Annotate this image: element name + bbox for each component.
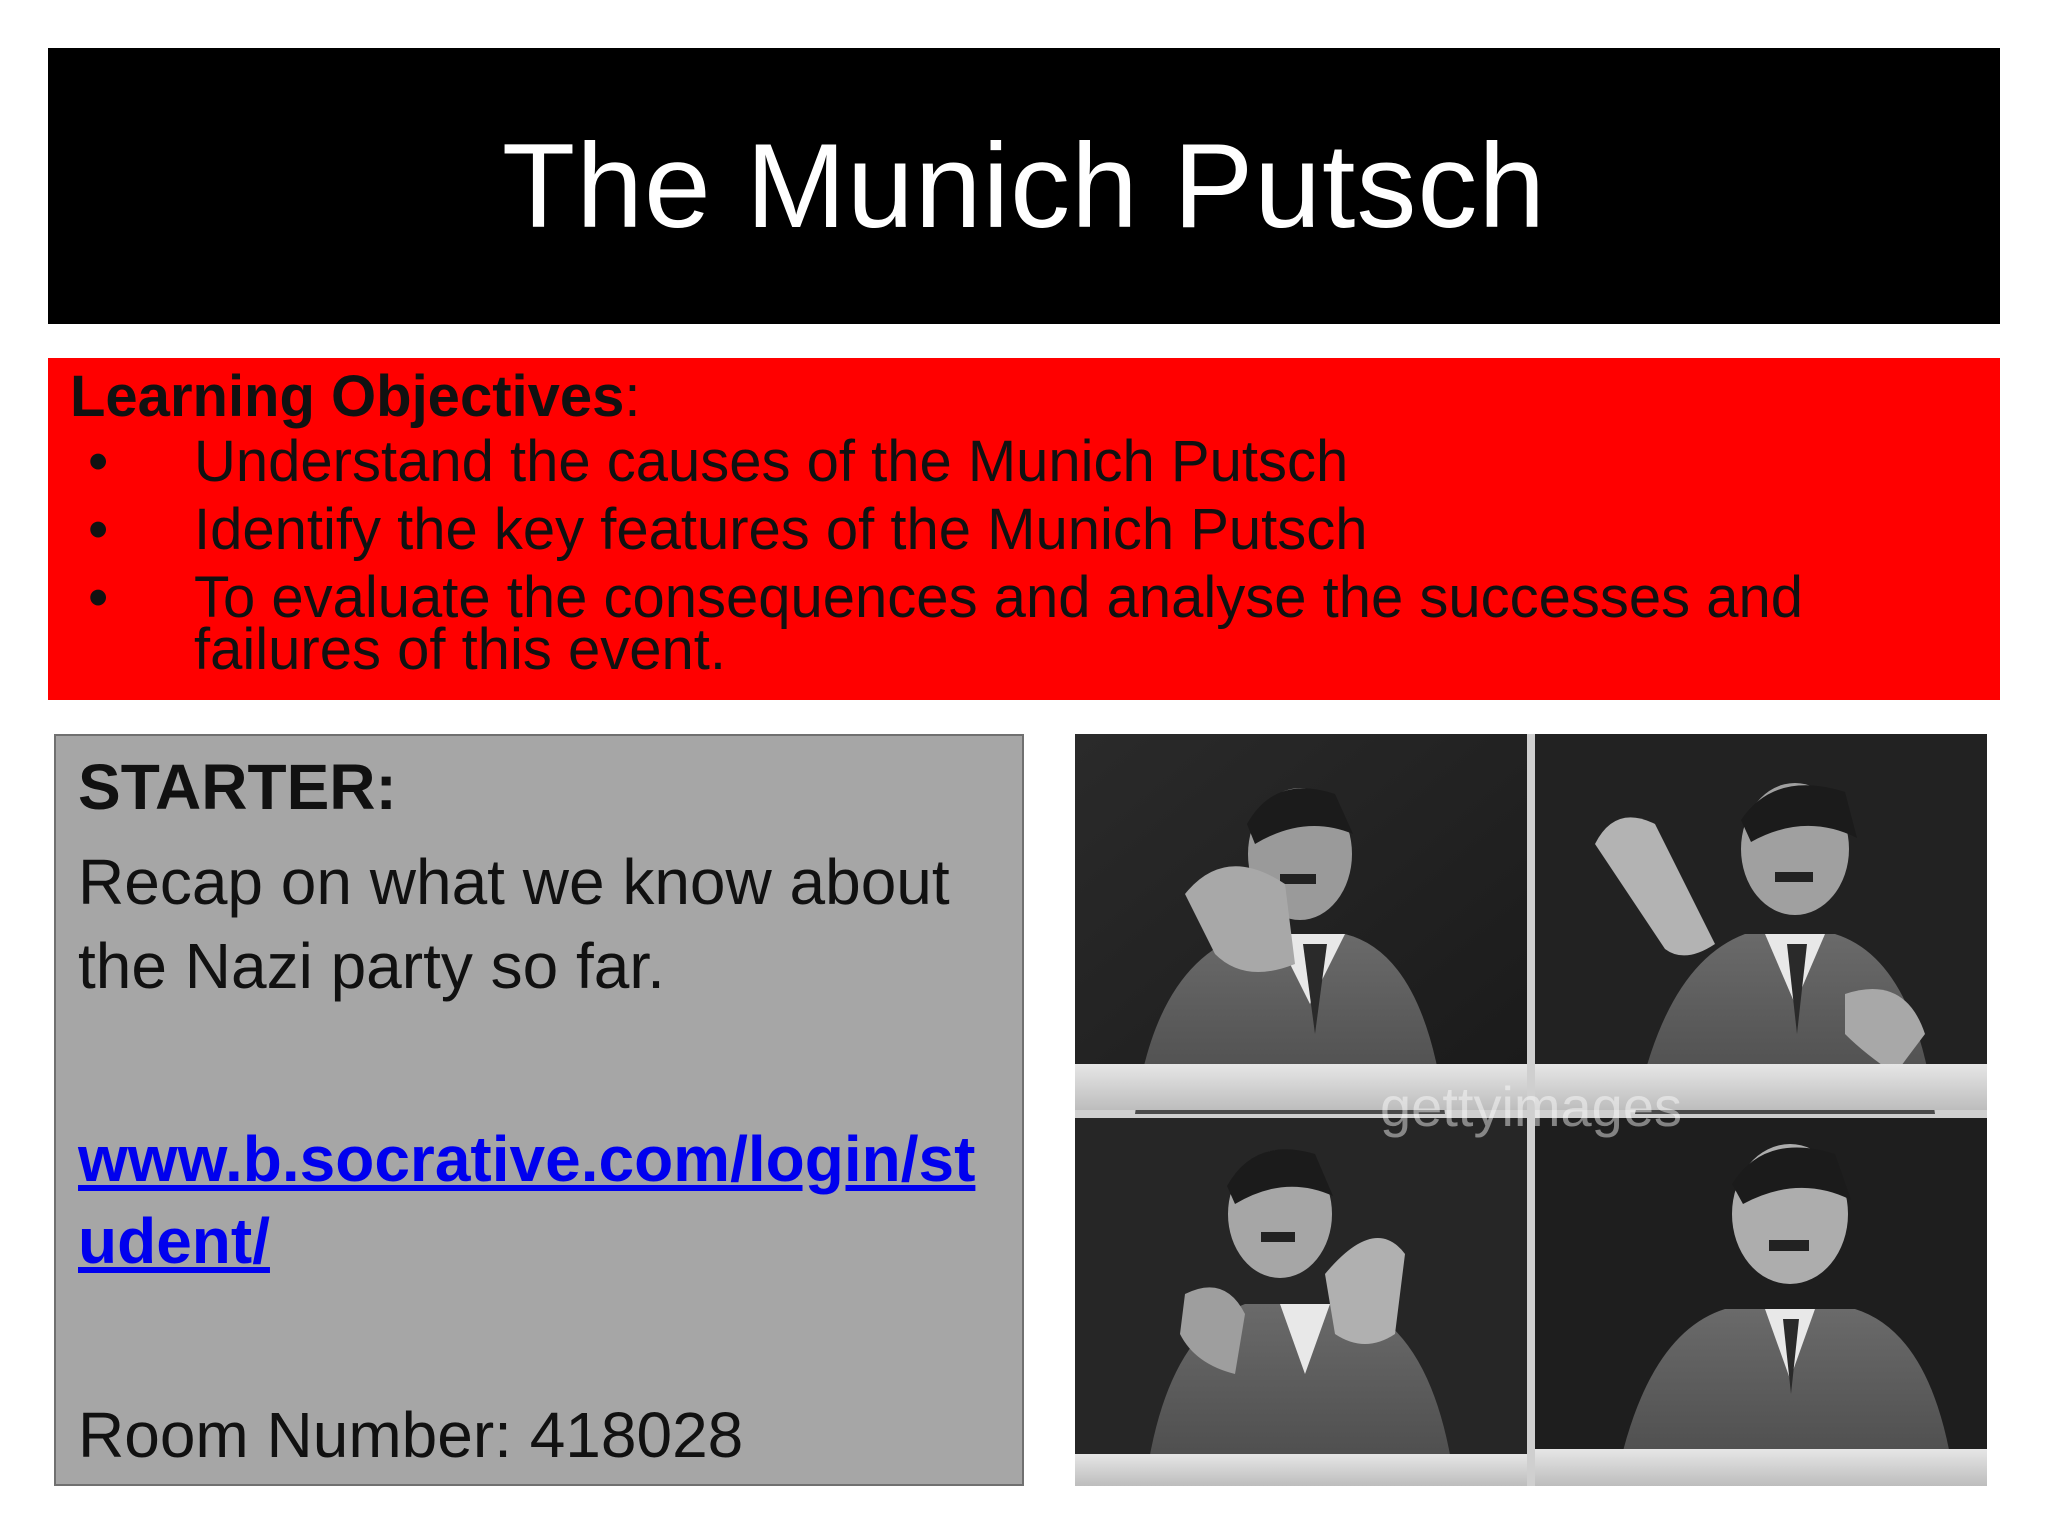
bullet-icon: • [88, 429, 109, 494]
socrative-link[interactable]: www.b.socrative.com/login/student/ [78, 1123, 976, 1277]
objectives-heading-label: Learning Objectives [70, 364, 625, 429]
objective-item [70, 497, 2000, 562]
objectives-list [70, 429, 2000, 682]
objective-text: Identify the key features of the Munich Putsch [194, 497, 1368, 562]
objective-text: To evaluate the consequences and analyse the successes and failures of this event. [194, 565, 1803, 682]
photo-watermark: gettyimages [1380, 1075, 1682, 1138]
objective-text: Understand the causes of the Munich Putsch [194, 429, 1349, 494]
slide-title: The Munich Putsch [501, 119, 1547, 253]
room-number: Room Number: 418028 [78, 1399, 744, 1471]
objective-item [70, 565, 2000, 682]
objectives-heading-colon: : [624, 364, 641, 429]
starter-heading: STARTER: [78, 751, 397, 823]
historical-photo [1075, 734, 1987, 1486]
bullet-icon: • [88, 497, 109, 562]
objective-item [70, 429, 2000, 494]
learning-objectives-box [48, 358, 2000, 700]
bullet-icon: • [88, 565, 109, 630]
photo-collage-image [1075, 734, 1987, 1486]
objectives-heading [70, 362, 2000, 432]
starter-box [54, 734, 1024, 1486]
title-bar [48, 48, 2000, 324]
starter-text: Recap on what we know about the Nazi party so far. [78, 846, 950, 1002]
